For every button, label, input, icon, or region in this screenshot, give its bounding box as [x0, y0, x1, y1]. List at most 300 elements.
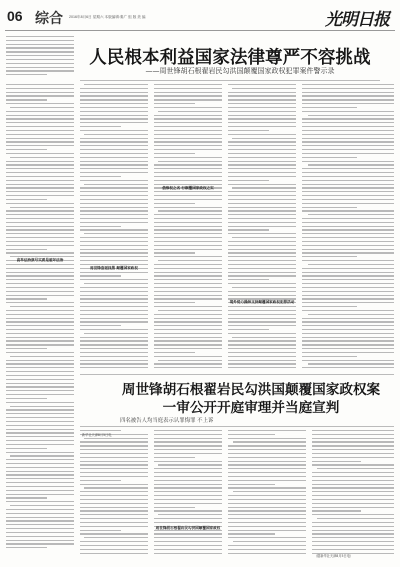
text-line	[6, 63, 74, 64]
text-line	[6, 390, 74, 391]
text-line	[228, 510, 306, 511]
text-line	[302, 337, 394, 338]
text-line	[228, 264, 296, 265]
text-line	[80, 191, 148, 192]
text-line	[228, 325, 296, 326]
text-line	[228, 518, 306, 519]
text-line	[228, 199, 296, 200]
text-line	[154, 480, 222, 481]
text-line	[312, 449, 394, 450]
text-line	[233, 491, 306, 492]
text-line	[80, 476, 148, 477]
text-line	[10, 107, 74, 108]
text-line	[80, 260, 148, 261]
second-headline-line1: 周世锋胡石根翟岩民勾洪国颠覆国家政权案	[121, 382, 381, 398]
text-line	[84, 438, 148, 439]
text-line	[6, 245, 74, 246]
text-column-6	[80, 430, 148, 560]
text-line	[233, 541, 306, 542]
text-line	[80, 176, 121, 177]
text-line	[302, 176, 394, 177]
text-line	[228, 461, 306, 462]
text-line	[6, 36, 74, 37]
text-line	[154, 449, 222, 450]
text-line	[80, 314, 148, 315]
text-column-3	[154, 84, 222, 374]
text-line	[312, 472, 394, 473]
text-line	[154, 321, 222, 322]
text-line	[154, 214, 222, 215]
text-line	[228, 484, 275, 485]
text-line	[228, 507, 306, 508]
text-line	[80, 533, 148, 534]
text-line	[6, 134, 74, 135]
text-line	[158, 360, 222, 361]
text-line	[80, 510, 148, 511]
text-line	[6, 187, 74, 188]
text-line	[158, 111, 222, 112]
lead-subheadline: ——周世锋胡石根翟岩民勾洪国颠覆国家政权犯罪案件警示录	[145, 67, 335, 75]
text-line	[6, 226, 74, 227]
text-line	[228, 549, 306, 550]
text-line	[154, 164, 222, 165]
text-line	[228, 122, 296, 123]
text-line	[154, 126, 222, 127]
text-line	[80, 549, 148, 550]
text-line	[302, 256, 357, 257]
text-line	[154, 352, 195, 353]
text-line	[302, 249, 394, 250]
text-line	[154, 229, 222, 230]
text-line	[6, 360, 74, 361]
text-line	[154, 314, 222, 315]
text-line	[302, 153, 394, 154]
text-line	[302, 333, 394, 334]
text-line	[80, 172, 148, 173]
subhead-2: 周世锋造谣抹黑 颠覆国家政权	[90, 266, 138, 270]
text-column-9	[312, 430, 394, 560]
text-line	[84, 537, 148, 538]
text-line	[80, 480, 121, 481]
text-line	[302, 130, 394, 131]
text-line	[154, 503, 222, 504]
text-line	[308, 363, 394, 364]
text-line	[154, 184, 222, 185]
text-line	[302, 88, 394, 89]
text-line	[154, 180, 222, 181]
text-line	[158, 210, 222, 211]
text-line	[6, 195, 74, 196]
text-line	[302, 111, 394, 112]
text-line	[154, 226, 222, 227]
text-line	[80, 195, 148, 196]
text-line	[80, 484, 148, 485]
text-line	[228, 157, 296, 158]
text-line	[6, 272, 74, 273]
text-line	[154, 487, 222, 488]
text-line	[80, 237, 148, 238]
text-line	[80, 453, 148, 454]
text-line	[312, 545, 394, 546]
text-line	[6, 409, 74, 410]
text-line	[6, 394, 74, 395]
text-line	[228, 430, 306, 431]
text-line	[6, 474, 74, 475]
text-line	[158, 260, 222, 261]
text-line	[80, 222, 148, 223]
text-line	[228, 214, 296, 215]
section-name: 综合	[35, 10, 63, 26]
text-line	[80, 352, 148, 353]
text-line	[6, 383, 74, 384]
text-line	[6, 130, 74, 131]
text-line	[302, 252, 394, 253]
text-line	[154, 268, 222, 269]
text-line	[80, 367, 148, 368]
text-line	[6, 467, 74, 468]
text-line	[6, 367, 74, 368]
text-line	[84, 487, 148, 488]
text-line	[80, 207, 148, 208]
text-line	[154, 553, 222, 554]
text-line	[80, 199, 148, 200]
text-line	[302, 203, 394, 204]
text-line	[228, 130, 269, 131]
text-line	[228, 203, 296, 204]
text-line	[6, 47, 74, 48]
text-line	[154, 549, 222, 550]
text-line	[228, 476, 306, 477]
text-line	[302, 352, 394, 353]
text-line	[312, 453, 394, 454]
text-line	[6, 325, 74, 326]
text-line	[6, 252, 74, 253]
text-line	[6, 210, 74, 211]
second-headline-line2: 一审公开开庭审理并当庭宣判	[162, 400, 340, 416]
text-line	[302, 161, 394, 162]
text-line	[312, 549, 394, 550]
text-line	[80, 245, 148, 246]
text-line	[80, 457, 148, 458]
text-line	[308, 164, 394, 165]
text-line	[154, 149, 222, 150]
text-line	[6, 436, 74, 437]
text-line	[154, 518, 222, 519]
text-line	[154, 441, 222, 442]
text-line	[6, 214, 74, 215]
text-line	[154, 118, 222, 119]
text-line	[80, 161, 148, 162]
text-line	[312, 530, 394, 531]
text-line	[302, 245, 394, 246]
text-line	[228, 533, 275, 534]
text-line	[6, 161, 74, 162]
text-line	[312, 434, 394, 435]
text-line	[6, 222, 74, 223]
text-line	[154, 252, 195, 253]
text-line	[80, 302, 148, 303]
text-line	[154, 337, 222, 338]
text-line	[6, 237, 74, 238]
text-line	[6, 295, 74, 296]
text-line	[154, 195, 222, 196]
text-line	[228, 434, 275, 435]
text-line	[80, 318, 148, 319]
text-line	[84, 233, 148, 234]
text-line	[228, 445, 306, 446]
text-line	[80, 337, 148, 338]
text-line	[6, 398, 47, 399]
text-line	[6, 314, 74, 315]
text-line	[84, 84, 148, 85]
text-line	[6, 199, 47, 200]
text-line	[228, 449, 306, 450]
text-column-5	[302, 84, 394, 374]
text-line	[80, 348, 148, 349]
text-line	[6, 352, 74, 353]
text-line	[6, 164, 74, 165]
text-line	[80, 203, 148, 204]
text-line	[154, 438, 222, 439]
text-line	[154, 295, 222, 296]
text-line	[228, 272, 296, 273]
text-line	[312, 476, 394, 477]
story-divider	[80, 374, 394, 375]
text-line	[154, 203, 195, 204]
text-line	[6, 429, 74, 430]
text-line	[80, 252, 148, 253]
text-line	[154, 138, 222, 139]
text-line	[6, 84, 74, 85]
text-line	[228, 149, 296, 150]
text-line	[80, 218, 148, 219]
text-line	[6, 520, 74, 521]
text-line	[228, 348, 296, 349]
text-line	[228, 367, 296, 368]
text-line	[228, 92, 296, 93]
text-line	[228, 522, 306, 523]
text-line	[80, 141, 148, 142]
text-line	[6, 191, 74, 192]
text-line	[228, 153, 296, 154]
text-line	[80, 287, 148, 288]
text-line	[6, 513, 74, 514]
text-line	[154, 99, 222, 100]
text-line	[228, 134, 296, 135]
text-line	[154, 318, 222, 319]
subhead-1: 高举法治旗号实质是破坏法治	[16, 258, 64, 262]
text-line	[154, 103, 195, 104]
text-line	[228, 279, 269, 280]
text-line	[302, 356, 357, 357]
text-line	[233, 441, 306, 442]
text-line	[80, 321, 148, 322]
text-line	[80, 264, 148, 265]
text-line	[154, 287, 222, 288]
text-line	[80, 92, 148, 93]
text-line	[302, 287, 394, 288]
text-line	[154, 329, 222, 330]
text-line	[80, 111, 148, 112]
text-line	[154, 499, 222, 500]
text-line	[154, 533, 222, 534]
text-line	[80, 229, 148, 230]
text-line	[154, 176, 222, 177]
text-line	[228, 360, 296, 361]
text-line	[154, 476, 222, 477]
text-line	[312, 503, 394, 504]
text-line	[154, 157, 222, 158]
text-line	[228, 191, 296, 192]
text-line	[6, 524, 74, 525]
second-subheadline: 四名被告人均当庭表示认罪悔罪 不上诉	[120, 418, 214, 424]
text-line	[80, 495, 148, 496]
text-line	[6, 379, 74, 380]
text-line	[312, 484, 394, 485]
text-line	[308, 314, 394, 315]
text-line	[6, 67, 74, 68]
text-line	[80, 541, 148, 542]
text-line	[228, 329, 269, 330]
text-line	[10, 455, 74, 456]
text-line	[6, 241, 74, 242]
text-line	[228, 172, 296, 173]
text-line	[6, 444, 74, 445]
text-line	[154, 249, 222, 250]
text-line	[6, 264, 74, 265]
text-line	[154, 222, 222, 223]
text-line	[232, 237, 296, 238]
intro-text-column	[6, 36, 74, 80]
text-line	[6, 122, 74, 123]
text-column-1	[6, 84, 74, 554]
text-line	[232, 138, 296, 139]
text-line	[302, 199, 394, 200]
text-line	[154, 283, 222, 284]
text-line	[312, 495, 394, 496]
text-line	[6, 321, 74, 322]
text-line	[80, 95, 148, 96]
text-line	[6, 283, 74, 284]
text-line	[80, 126, 121, 127]
text-line	[80, 449, 148, 450]
text-line	[10, 157, 74, 158]
text-line	[80, 295, 148, 296]
text-line	[80, 122, 148, 123]
text-line	[228, 207, 296, 208]
text-line	[80, 279, 148, 280]
text-line	[312, 507, 394, 508]
text-line	[6, 375, 74, 376]
text-line	[308, 115, 394, 116]
text-line	[302, 229, 394, 230]
text-line	[232, 287, 296, 288]
text-line	[302, 268, 394, 269]
lead-headline: 人民根本利益国家法律尊严不容挑战	[89, 48, 371, 68]
text-line	[302, 218, 394, 219]
text-line	[6, 233, 74, 234]
text-column-4	[228, 84, 296, 374]
text-line	[228, 118, 296, 119]
text-line	[312, 461, 361, 462]
text-line	[6, 440, 74, 441]
text-line	[80, 241, 148, 242]
text-line	[312, 487, 394, 488]
text-line	[154, 468, 222, 469]
text-line	[302, 226, 394, 227]
text-line	[80, 118, 148, 119]
text-line	[154, 348, 222, 349]
text-line	[6, 126, 74, 127]
text-line	[6, 141, 74, 142]
text-line	[6, 153, 74, 154]
text-line	[302, 191, 394, 192]
text-line	[10, 356, 74, 357]
text-line	[228, 210, 296, 211]
text-line	[6, 448, 47, 449]
text-line	[80, 430, 121, 431]
text-line	[6, 92, 74, 93]
text-line	[80, 468, 148, 469]
text-line	[302, 348, 394, 349]
text-line	[6, 543, 74, 544]
text-line	[80, 360, 148, 361]
text-line	[80, 138, 148, 139]
text-column-2	[80, 84, 148, 374]
text-line	[6, 371, 74, 372]
text-line	[317, 518, 394, 519]
text-line	[154, 325, 222, 326]
text-line	[80, 445, 148, 446]
text-line	[228, 107, 296, 108]
text-line	[154, 453, 222, 454]
text-line	[154, 461, 222, 462]
text-line	[228, 268, 296, 269]
text-line	[80, 272, 148, 273]
text-column-7	[154, 430, 222, 560]
text-line	[80, 344, 148, 345]
subhead-3: 借维权之名 行颠覆国家政权之实	[162, 186, 214, 190]
text-line	[6, 486, 74, 487]
text-line	[302, 325, 394, 326]
text-line	[228, 464, 306, 465]
text-line	[6, 268, 74, 269]
text-line	[302, 291, 394, 292]
text-line	[158, 464, 222, 465]
text-line	[232, 337, 296, 338]
text-line	[302, 141, 394, 142]
text-line	[154, 134, 222, 135]
text-line	[228, 438, 306, 439]
text-line	[302, 310, 394, 311]
text-line	[228, 480, 306, 481]
text-line	[228, 241, 296, 242]
text-line	[154, 207, 222, 208]
text-line	[6, 547, 47, 548]
text-line	[302, 168, 394, 169]
text-line	[84, 283, 148, 284]
text-line	[6, 501, 74, 502]
text-line	[80, 461, 148, 462]
text-line	[228, 275, 296, 276]
text-line	[6, 509, 74, 510]
subhead-5: 周世锋胡石根翟岩民勾洪国颠覆国家政权	[155, 526, 221, 530]
text-line	[80, 522, 148, 523]
text-line	[302, 302, 394, 303]
text-line	[228, 95, 296, 96]
text-line	[154, 457, 195, 458]
text-line	[6, 432, 74, 433]
